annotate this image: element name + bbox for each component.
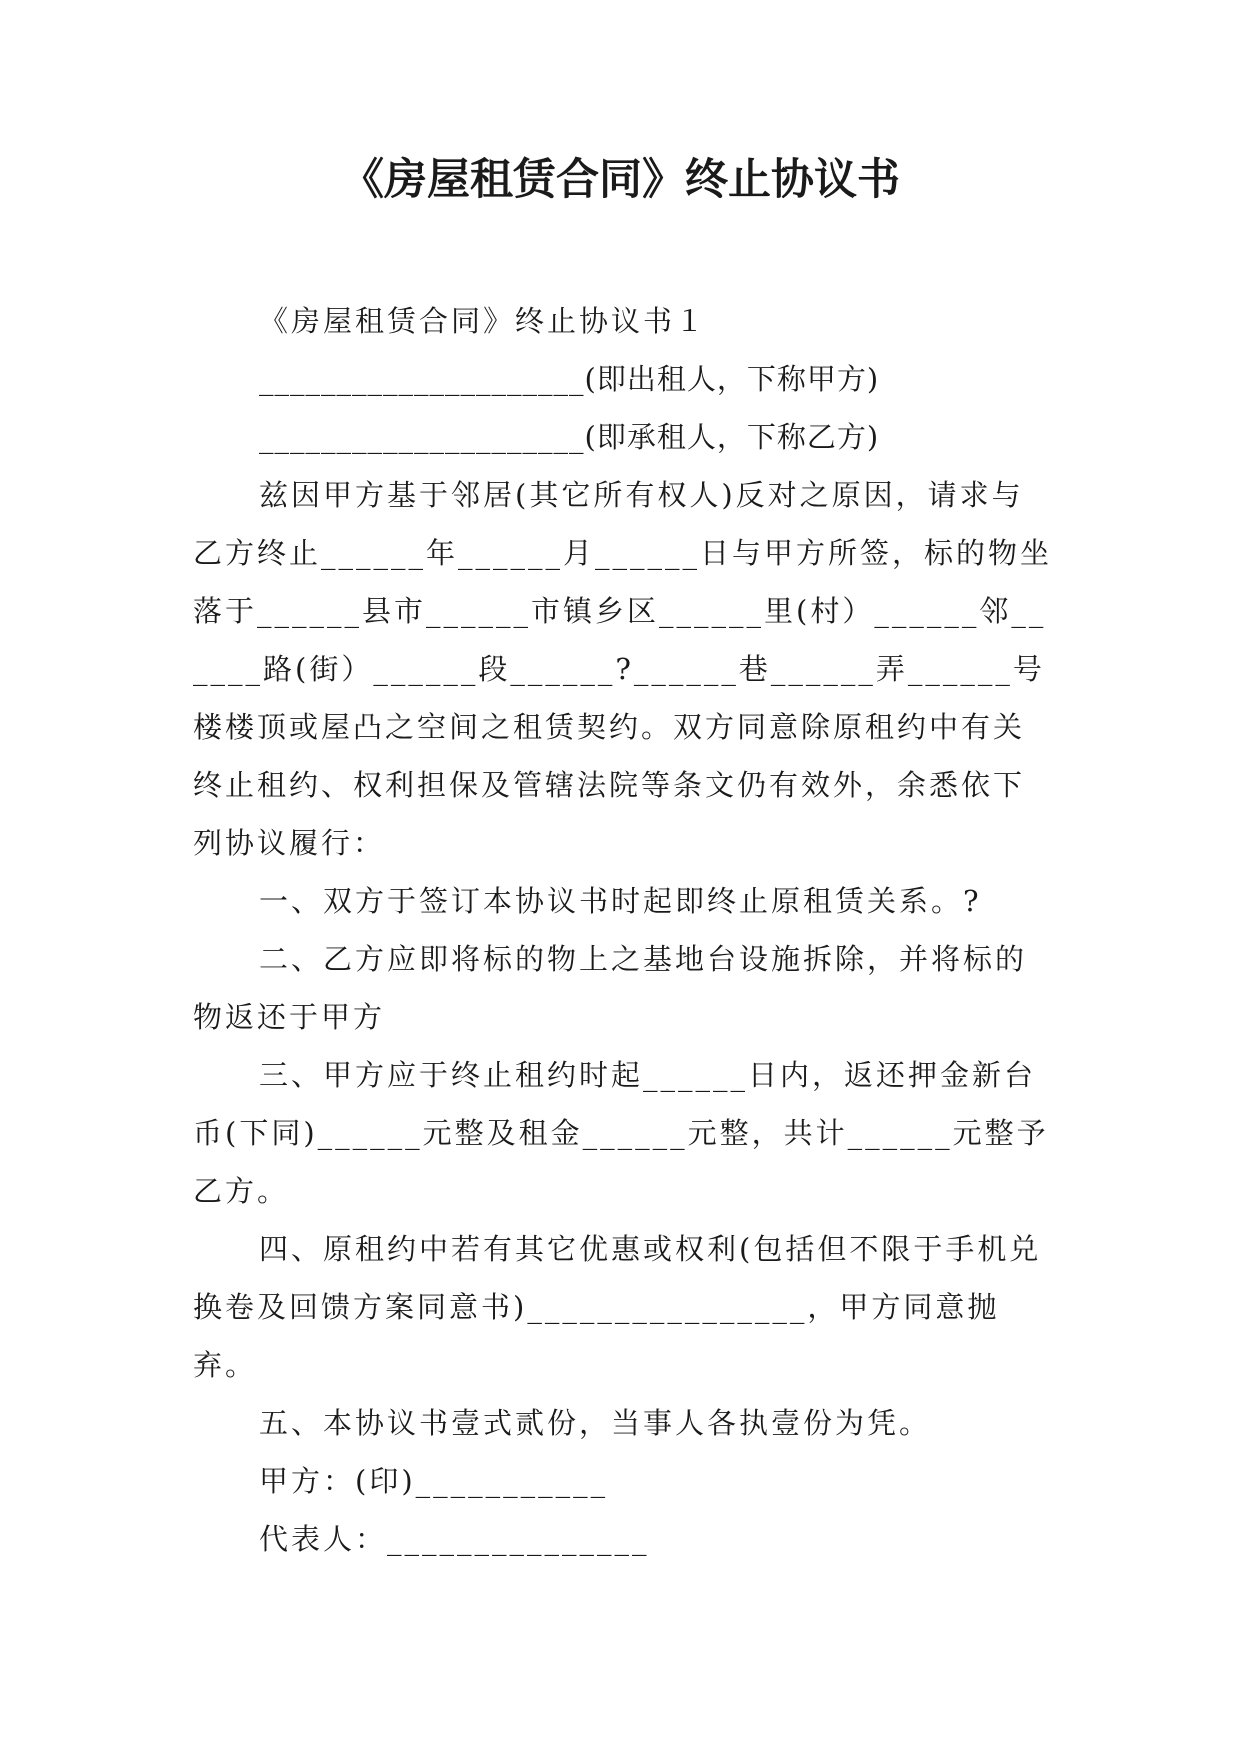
party-a-signature-line: 甲方：(印)___________ [259, 1464, 609, 1498]
subtitle-paragraph: 《房屋租赁合同》终止协议书１ [259, 304, 708, 338]
clause-1: 一、双方于签订本协议书时起即终止原租赁关系。? [259, 884, 982, 918]
lessee-line: _____________________(即承租人，下称乙方) [259, 420, 880, 454]
clause-3: 三、甲方应于终止租约时起______日内，返还押金新台币(下同)______元整及租金______元整，共计______元整予乙方。 [193, 1058, 1049, 1208]
clause-4: 四、原租约中若有其它优惠或权利(包括但不限于手机兑换卷及回馈方案同意书)________________，甲方同意抛弃。 [193, 1232, 1042, 1382]
preamble-paragraph: 兹因甲方基于邻居(其它所有权人)反对之原因，请求与乙方终止______年______月______日与甲方所签，标的物坐落于______县市______市镇乡区______里(村）______邻______路(街）______段______?______巷______弄______号楼楼顶或屋凸之空间之租赁契约。双方同意除原租约中有关终止租约、权利担保及管辖法院等条文仍有效外，余悉依下列协议履行： [193, 478, 1053, 860]
document-title: 《房屋租赁合同》终止协议书 [341, 155, 900, 205]
lessor-line: _____________________(即出租人，下称甲方) [259, 362, 880, 396]
representative-signature-line: 代表人：_______________ [259, 1522, 650, 1556]
clause-5: 五、本协议书壹式贰份，当事人各执壹份为凭。 [259, 1406, 932, 1440]
clause-2: 二、乙方应即将标的物上之基地台设施拆除，并将标的物返还于甲方 [193, 942, 1028, 1034]
document-body [193, 292, 1053, 1568]
